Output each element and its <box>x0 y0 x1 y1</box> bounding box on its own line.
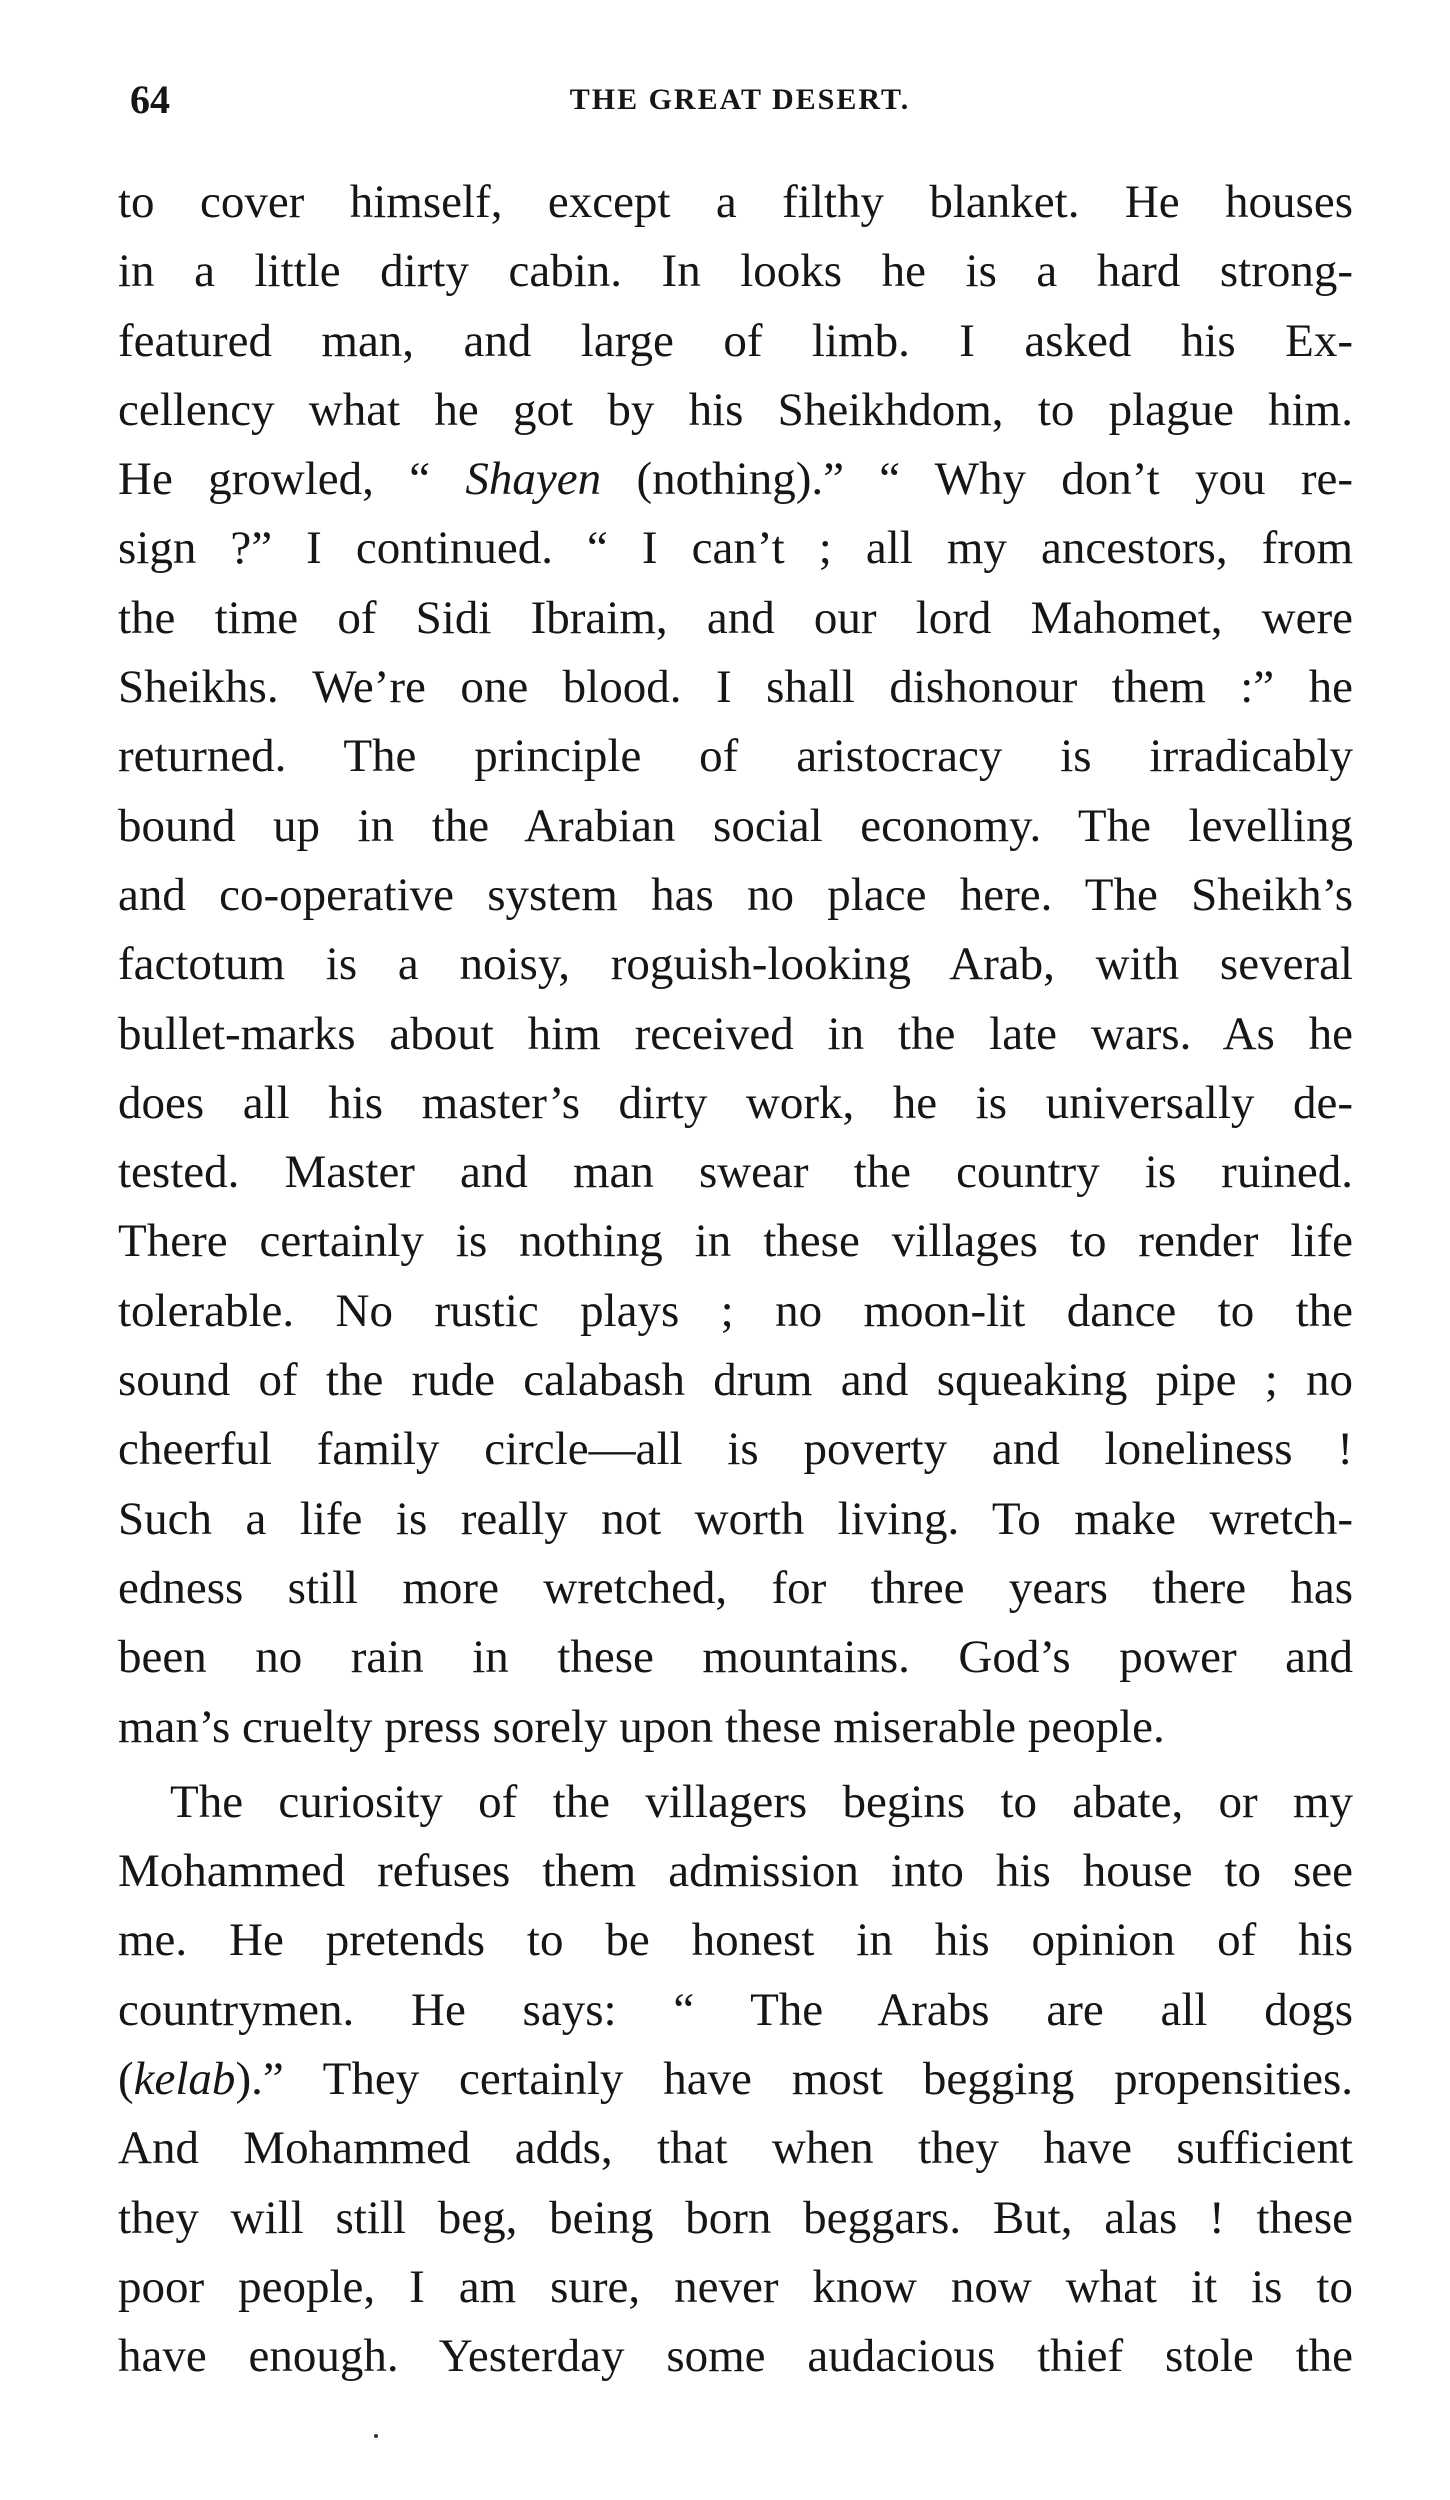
text-line: There certainly is nothing in these villages to render life <box>118 1215 1353 1268</box>
ink-speck <box>374 2434 378 2438</box>
text-line: to cover himself, except a filthy blanket. He houses <box>118 176 1353 228</box>
text-line: in a little dirty cabin. In looks he is a hard strong- <box>118 245 1353 298</box>
text-line: and co-operative system has no place here. The Sheikh’s <box>118 868 1353 921</box>
text-line: (kelab).” They certainly have most begging propensities. <box>118 2053 1353 2106</box>
text-line: me. He pretends to be honest in his opinion of his <box>118 1914 1353 1967</box>
text-line: Mohammed refuses them admission into his house to see <box>118 1845 1353 1898</box>
text-line: tested. Master and man swear the country is ruined. <box>118 1146 1353 1199</box>
running-head <box>130 70 1350 130</box>
text-line: He growled, “ Shayen (nothing).” “ Why don’t you re- <box>118 453 1353 506</box>
text-line: bullet-marks about him received in the late wars. As he <box>118 1007 1353 1060</box>
text-line: returned. The principle of aristocracy is irradicably <box>118 730 1353 783</box>
text-line: man’s cruelty press sorely upon these miserable people. <box>118 1700 1165 1753</box>
text-line: sound of the rude calabash drum and squeaking pipe ; no <box>118 1354 1353 1407</box>
text-line: cheerful family circle—all is poverty and loneliness ! <box>118 1423 1353 1476</box>
text-line: does all his master’s dirty work, he is universally de- <box>118 1076 1353 1129</box>
text-line: featured man, and large of limb. I asked his Ex- <box>118 314 1353 367</box>
text-line: sign ?” I continued. “ I can’t ; all my ancestors, from <box>118 522 1353 575</box>
text-line: been no rain in these mountains. God’s power and <box>118 1631 1353 1684</box>
text-line: Such a life is really not worth living. To make wretch- <box>118 1492 1353 1545</box>
running-title: THE GREAT DESERT. <box>569 83 911 116</box>
text-line: countrymen. He says: “ The Arabs are all dogs <box>118 1983 1353 2036</box>
text-line: tolerable. No rustic plays ; no moon-lit dance to the <box>118 1284 1353 1337</box>
text-line: cellency what he got by his Sheikhdom, to plague him. <box>118 383 1353 436</box>
text-line: Sheikhs. We’re one blood. I shall dishonour them :” he <box>118 661 1353 714</box>
text-line: factotum is a noisy, roguish-looking Arab, with several <box>118 938 1353 991</box>
body-text <box>118 168 1353 2392</box>
text-line: The curiosity of the villagers begins to abate, or my <box>170 1775 1353 1828</box>
text-line: have enough. Yesterday some audacious thief stole the <box>118 2330 1353 2383</box>
italic-word: Shayen <box>465 453 602 506</box>
text-line: bound up in the Arabian social economy. The levelling <box>118 799 1353 852</box>
paragraph <box>118 168 1353 1762</box>
text-line: poor people, I am sure, never know now what it is to <box>118 2260 1353 2313</box>
page-number: 64 <box>130 77 170 122</box>
text-line: edness still more wretched, for three years there has <box>118 1561 1353 1614</box>
text-line: they will still beg, being born beggars. But, alas ! these <box>118 2191 1353 2244</box>
text-line: the time of Sidi Ibraim, and our lord Mahomet, were <box>118 591 1353 644</box>
italic-word: kelab <box>133 2053 236 2106</box>
paragraph <box>118 1768 1353 2392</box>
text-line: And Mohammed adds, that when they have sufficient <box>118 2122 1353 2175</box>
